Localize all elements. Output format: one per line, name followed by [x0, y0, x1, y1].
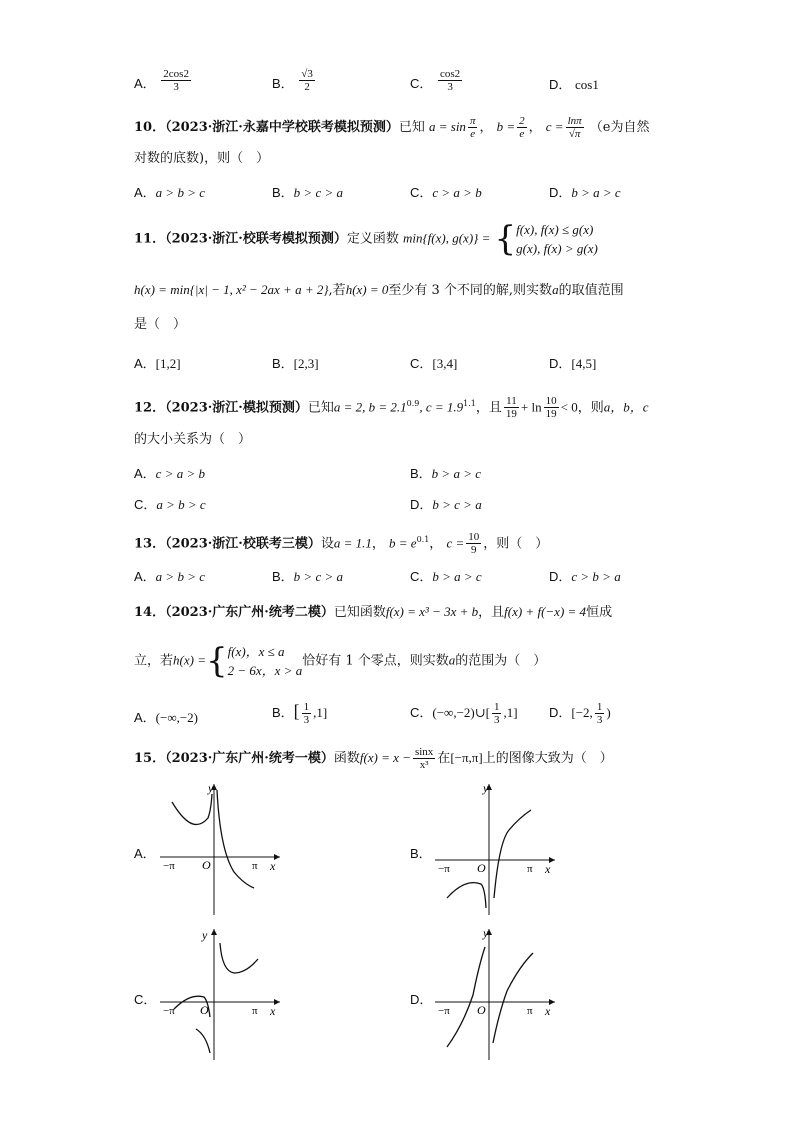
- question-11-stem: 11．（2023·浙江·校联考模拟预测）定义函数 min{f(x), g(x)} = { f(x), f(x) ≤ g(x) g(x), f(x) > g(x): [134, 219, 598, 259]
- graph-a-y-label: y: [208, 781, 214, 795]
- graph-d-origin: O: [477, 1003, 486, 1017]
- q13-option-c[interactable]: C．b > a > c: [410, 569, 482, 584]
- q10-option-c[interactable]: C．c > a > b: [410, 185, 482, 200]
- q14-option-c[interactable]: C．(−∞,−2)∪[ $\frac{1}{3}$ ,1]: [410, 701, 518, 726]
- q15-graph-d: [425, 925, 565, 1065]
- graph-a-pi: π: [252, 860, 258, 872]
- graph-b-origin: O: [477, 861, 486, 875]
- graph-d-pi: π: [527, 1005, 533, 1017]
- graph-a-neg-pi: −π: [163, 860, 175, 872]
- q15-option-a[interactable]: A．: [134, 846, 156, 861]
- question-11-stem-end: 是（ ）: [134, 317, 187, 332]
- q9-option-b[interactable]: B． $\frac{√3}{2}$: [272, 68, 313, 93]
- question-12-stem-cont: 的大小关系为（ ）: [134, 432, 252, 447]
- q9-option-c[interactable]: C． $\frac{\cos 2}{3}$: [410, 68, 461, 93]
- graph-c-pi: π: [252, 1005, 258, 1017]
- graph-b-pi: π: [527, 863, 533, 875]
- graph-d-y-label: y: [483, 926, 489, 940]
- q15-option-c[interactable]: C．: [134, 992, 157, 1007]
- graph-d-x-label: x: [545, 1004, 551, 1018]
- q15-graph-a: [150, 780, 290, 920]
- graph-b-x-label: x: [545, 862, 551, 876]
- q12-option-c[interactable]: C．a > b > c: [134, 497, 206, 512]
- q11-option-a[interactable]: A．[1,2]: [134, 356, 181, 371]
- q15-graph-b: [425, 780, 565, 920]
- q13-option-b[interactable]: B．b > c > a: [272, 569, 343, 584]
- question-14-stem-cont: 立，若h(x) ={ f(x)，x ≤ a 2 − 6x，x > a 恰好有 1 个零点，则实数a的范围为（ ）: [134, 641, 547, 681]
- graph-b-y-label: y: [483, 781, 489, 795]
- graph-c-origin: O: [200, 1003, 209, 1017]
- q14-option-b[interactable]: B．[ $\frac{1}{3}$ ,1]: [272, 701, 328, 727]
- graph-c-neg-pi: −π: [163, 1005, 175, 1017]
- q10-option-b[interactable]: B．b > c > a: [272, 185, 343, 200]
- question-10-stem-cont: 对数的底数)，则（ ）: [134, 151, 270, 166]
- q9-option-d[interactable]: D． cos1: [549, 77, 599, 92]
- q14-option-d[interactable]: D．[−2, $\frac{1}{3}$ ): [549, 701, 611, 726]
- q9-option-a[interactable]: A． $\frac{2\cos 2}{3}$: [134, 68, 189, 93]
- graph-d-neg-pi: −π: [438, 1005, 450, 1017]
- q11-option-c[interactable]: C．[3,4]: [410, 356, 458, 371]
- q10-option-a[interactable]: A．a > b > c: [134, 185, 205, 200]
- q14-option-a[interactable]: A．(−∞,−2): [134, 710, 199, 725]
- q15-graph-c: [150, 925, 290, 1065]
- question-12-stem: 12．（2023·浙江·模拟预测）已知a = 2, $b = 2.1^{0.9}$, $c = 1.9^{1.1}$，且 $\frac{11}{19}$ + ln $\frac{10}{19}$ < 0，则a，b，c: [134, 395, 649, 421]
- graph-a-x-label: x: [270, 859, 276, 873]
- q12-option-d[interactable]: D．b > c > a: [410, 497, 482, 512]
- q11-option-d[interactable]: D．[4,5]: [549, 356, 597, 371]
- graph-a-origin: O: [202, 858, 211, 872]
- question-11-stem-cont: h(x) = min{|x| − 1, x² − 2ax + a + 2},若h(x) = 0至少有 3 个不同的解,则实数a的取值范围: [134, 282, 624, 298]
- question-14-stem: 14．（2023·广东广州·统考二模）已知函数f(x) = x³ − 3x + b，且f(x) + f(−x) = 4恒成: [134, 604, 613, 620]
- graph-c-x-label: x: [270, 1004, 276, 1018]
- graph-c-y-label: y: [202, 928, 208, 942]
- graph-b-neg-pi: −π: [438, 863, 450, 875]
- q15-option-b[interactable]: B．: [410, 846, 432, 861]
- q15-option-d[interactable]: D．: [410, 992, 433, 1007]
- q13-option-a[interactable]: A．a > b > c: [134, 569, 205, 584]
- q13-option-d[interactable]: D．c > b > a: [549, 569, 621, 584]
- q10-option-d[interactable]: D．b > a > c: [549, 185, 621, 200]
- question-10-stem: 10．（2023·浙江·永嘉中学校联考模拟预测）已知 a = sin $\frac{\pi}{e}$ ， b = $\frac{2}{e}$ ， c = $\frac{\ln\pi}{√\pi}$ （e为自然: [134, 115, 650, 140]
- q12-option-b[interactable]: B．b > a > c: [410, 466, 481, 481]
- question-13-stem: 13．（2023·浙江·校联考三模）设a = 1.1， $b = e^{0.1}$， c = $\frac{10}{9}$ ，则（ ）: [134, 531, 549, 557]
- question-15-stem: 15．（2023·广东广州·统考一模）函数f(x) = x − $\frac{\sin x}{\text{x³}}$ 在[−π,π]上的图像大致为（ ）: [134, 746, 613, 771]
- q11-option-b[interactable]: B．[2,3]: [272, 356, 319, 371]
- q12-option-a[interactable]: A．c > a > b: [134, 466, 205, 481]
